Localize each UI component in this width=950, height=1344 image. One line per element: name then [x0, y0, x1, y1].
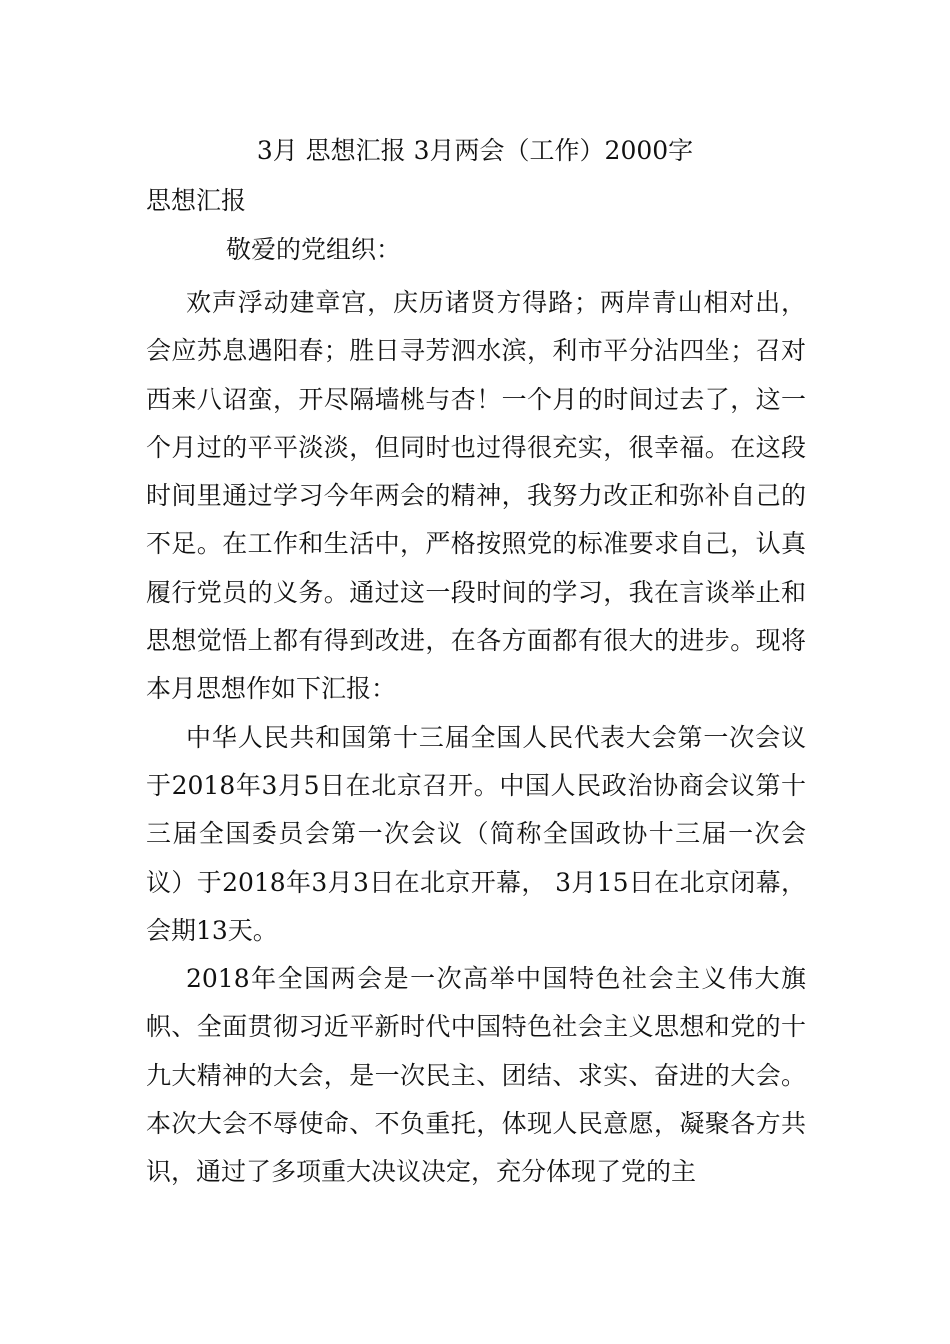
document-title: 3月 思想汇报 3月两会（工作）2000字 [256, 136, 694, 165]
salutation: 敬爱的党组织： [226, 235, 402, 264]
document-body [146, 279, 806, 1197]
paragraph-significance: 2018年全国两会是一次高举中国特色社会主义伟大旗帜、全面贯彻习近平新时代中国特色社会主义思想和党的十九大精神的大会，是一次民主、团结、求实、奋进的大会。本次大会不辱使命、不负重托，体现人民意愿，凝聚各方共识，通过了多项重大决议决定，充分体现了党的主 [146, 964, 806, 1187]
paragraph-intro: 欢声浮动建章宫，庆历诸贤方得路；两岸青山相对出，会应苏息遇阳春；胜日寻芳泗水滨，利市平分沾四坐；召对西来八诏蛮，开尽隔墙桃与杏！一个月的时间过去了，这一个月过的平平淡淡，但同时也过得很充实，很幸福。在这段时间里通过学习今年两会的精神，我努力改正和弥补自己的不足。在工作和生活中，严格按照党的标准要求自己，认真履行党员的义务。通过这一段时间的学习，我在言谈举止和思想觉悟上都有得到改进，在各方面都有很大的进步。现将本月思想作如下汇报： [146, 288, 806, 704]
paragraph-sessions: 中华人民共和国第十三届全国人民代表大会第一次会议于2018年3月5日在北京召开。中国人民政治协商会议第十三届全国委员会第一次会议（简称全国政协十三届一次会议）于2018年3月3日在北京开幕， 3月15日在北京闭幕，会期13天。 [146, 722, 806, 945]
document-subtitle: 思想汇报 [146, 186, 247, 215]
